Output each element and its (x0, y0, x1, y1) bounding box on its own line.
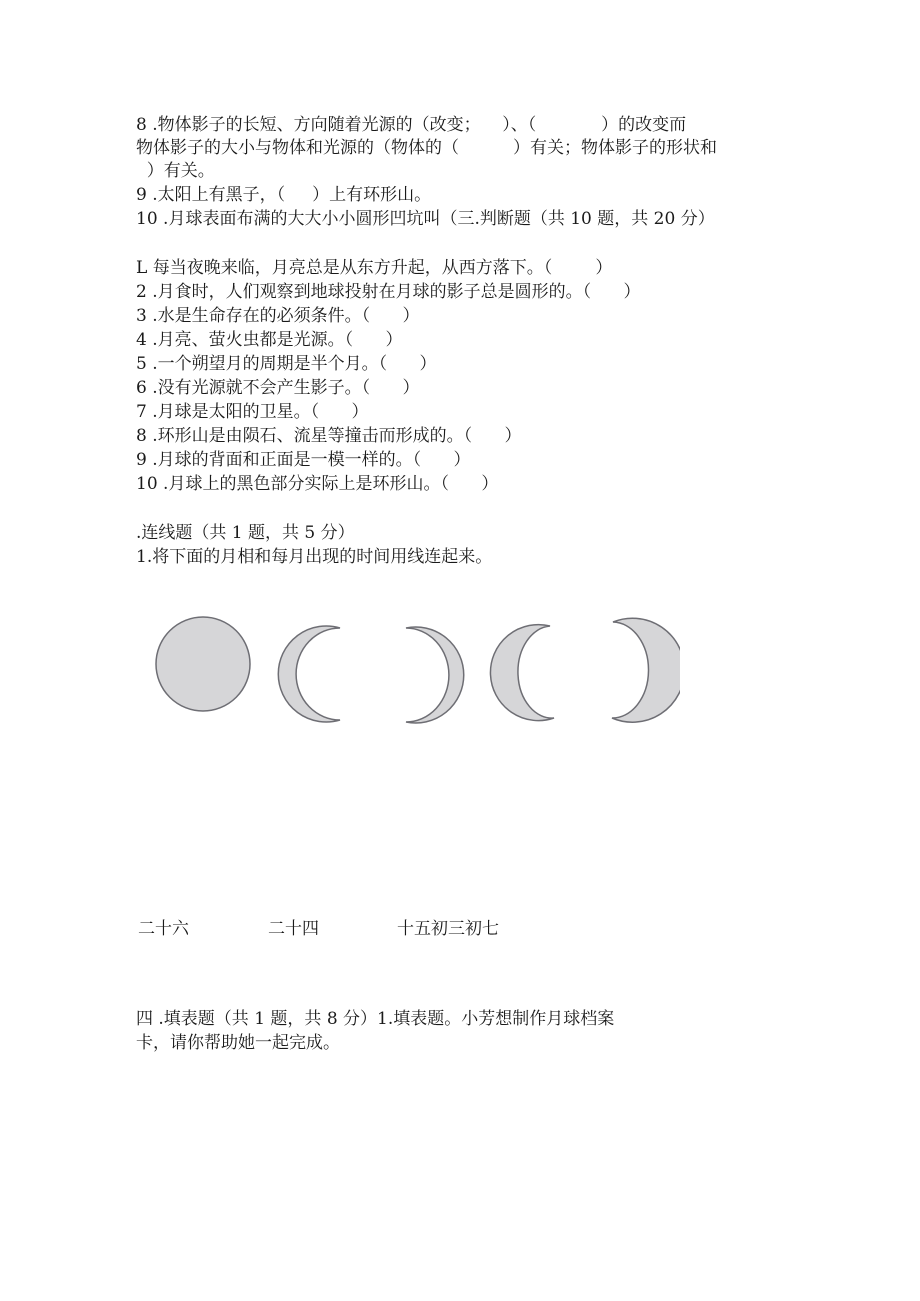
judge-item-8: 8 .环形山是由陨石、流星等撞击而形成的。（ ） (136, 426, 522, 446)
moon-crescent-2 (278, 626, 340, 722)
moon-crescent-4 (490, 625, 554, 721)
q8-line-3: ）有关。 (136, 161, 215, 181)
date-label-3: 十五初三初七 (397, 919, 499, 939)
moon-full (156, 617, 250, 711)
moon-crescent-5 (612, 618, 680, 722)
judge-item-10: 10 .月球上的黑色部分实际上是环形山。（ ） (136, 474, 499, 494)
q9-line: 9 .太阳上有黑子，（ ）上有环形山。 (136, 185, 432, 205)
date-label-1: 二十六 (138, 919, 189, 939)
match-question: 1.将下面的月相和每月出现的时间用线连起来。 (136, 547, 493, 567)
judge-item-2: 2 .月食时，人们观察到地球投射在月球的影子总是圆形的。（ ） (136, 282, 641, 302)
judge-item-9: 9 .月球的背面和正面是一模一样的。（ ） (136, 450, 471, 470)
table-section-line-2: 卡，请你帮助她一起完成。 (136, 1033, 340, 1053)
judge-item-1: L 每当夜晚来临，月亮总是从东方升起，从西方落下。（ ） (136, 258, 613, 278)
match-heading: .连线题（共 1 题，共 5 分） (136, 523, 355, 543)
table-section-line-1: 四 .填表题（共 1 题，共 8 分）1.填表题。小芳想制作月球档案 (136, 1009, 615, 1029)
judge-item-4: 4 .月亮、萤火虫都是光源。（ ） (136, 330, 403, 350)
moon-phases-figure (150, 608, 680, 728)
judge-item-3: 3 .水是生命存在的必须条件。（ ） (136, 306, 420, 326)
date-label-2: 二十四 (268, 919, 319, 939)
judge-item-5: 5 .一个朔望月的周期是半个月。（ ） (136, 354, 437, 374)
q10-line: 10 .月球表面布满的大大小小圆形凹坑叫（三.判断题（共 10 题，共 20 分） (136, 209, 715, 229)
q8-line-2: 物体影子的大小与物体和光源的（物体的（ ）有关；物体影子的形状和 (136, 138, 718, 158)
judge-item-6: 6 .没有光源就不会产生影子。（ ） (136, 378, 420, 398)
q8-line-1: 8 .物体影子的长短、方向随着光源的（改变； ）、（ ）的改变而 (136, 115, 687, 135)
judge-item-7: 7 .月球是太阳的卫星。（ ） (136, 402, 369, 422)
moon-crescent-3 (406, 627, 464, 723)
